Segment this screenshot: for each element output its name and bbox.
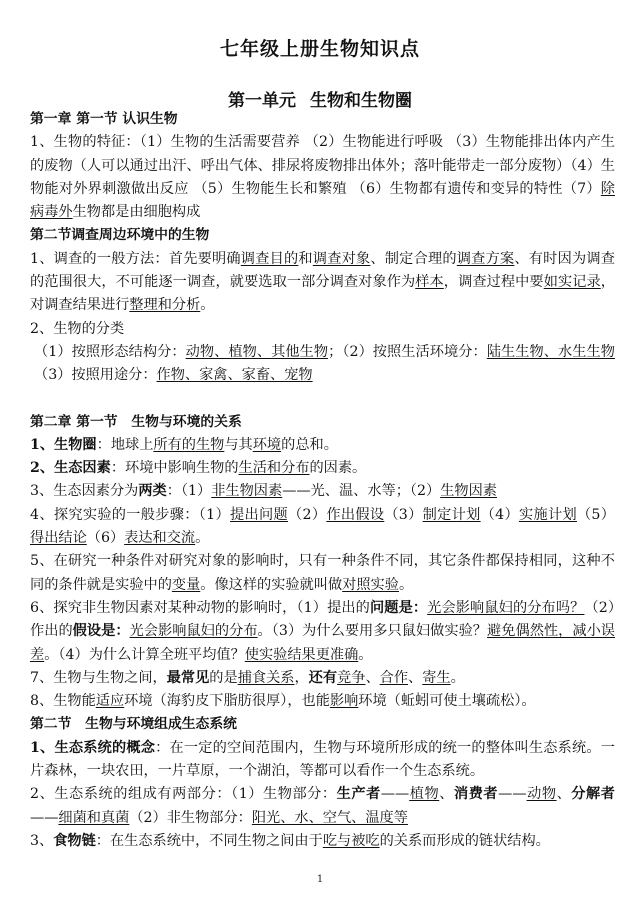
underlined-term: 适应 — [95, 693, 125, 710]
underlined-term: 光会影响鼠妇的分布 — [129, 623, 258, 640]
underlined-term: 样本 — [415, 274, 444, 291]
text: 。 — [200, 297, 215, 314]
underlined-term: 合作 — [379, 669, 409, 686]
underlined-term: 调查目的 — [240, 250, 299, 267]
text: ：在一定的空间范围内，生物与环境所形成的统一的整体叫生态系统。一片森林，一块农田，一片草原，一个湖泊，等都可以看作一个生态系统。 — [30, 739, 615, 780]
bold-term: 还有 — [308, 669, 338, 686]
underlined-term: 动物、植物、其他生物 — [185, 343, 329, 360]
underlined-term: 整理和分析 — [129, 297, 201, 314]
text: （1）按照形态结构分： — [34, 343, 186, 360]
text: 、 — [408, 669, 423, 686]
underlined-term: 对照实验 — [342, 576, 399, 593]
text: 与其 — [224, 436, 253, 453]
text: （3）按照用途分： — [34, 367, 157, 384]
text: 8、生物能 — [30, 693, 96, 710]
text: ——光、温、水等；（2） — [282, 483, 441, 500]
underlined-term: 生物因素 — [440, 483, 497, 500]
text: 1、调查的一般方法：首先要明确 — [30, 250, 241, 267]
text: 3、生态因素分为 — [30, 483, 139, 500]
text: 和 — [298, 250, 313, 267]
text: 、制定合理的 — [370, 250, 457, 267]
text: ：在生态系统中，不同生物之间由于 — [95, 832, 323, 849]
text: 、 — [365, 669, 380, 686]
underlined-term: 动物 — [526, 786, 557, 803]
underlined-term: 变量 — [171, 576, 201, 593]
paragraph-woodlouse-experiment — [30, 597, 615, 667]
paragraph-survey-method — [30, 248, 615, 318]
underlined-term: 作物、家禽、家畜、宠物 — [156, 367, 313, 384]
text: ：地球上 — [96, 436, 154, 453]
text: ：（1） — [166, 483, 212, 500]
paragraph-experiment-steps — [30, 504, 615, 551]
paragraph-life-characteristics — [30, 131, 615, 224]
text: ，对调查结果进行 — [30, 274, 615, 314]
text: 。 — [358, 646, 373, 663]
paragraph-ecological-factors — [30, 457, 615, 480]
underlined-term: 实施计划 — [518, 506, 577, 523]
bold-term: 问题是： — [369, 599, 428, 616]
bold-term: 两类 — [138, 483, 167, 500]
text: 。 — [398, 576, 414, 593]
paragraph-classification-title: 2、生物的分类 — [30, 320, 125, 337]
text: （3） — [384, 506, 423, 523]
section-heading-ch2-s1: 第二章 第一节 生物与环境的关系 — [30, 413, 242, 430]
underlined-term: 吃与被吃 — [322, 832, 380, 849]
text: 环境（海豹皮下脂肪很厚），也能 — [124, 693, 330, 710]
underlined-term: 细菌和真菌 — [58, 809, 130, 826]
underlined-term: 得出结论 — [30, 530, 87, 547]
section-heading-ch2-s2: 第二节 生物与环境组成生态系统 — [30, 716, 237, 733]
bold-term: 1、生物圈 — [30, 436, 97, 453]
text: 的总和。 — [281, 436, 338, 453]
unit-number: 第一单元 — [228, 91, 297, 111]
section-heading-ch1-s2: 第二节调查周边环境中的生物 — [30, 227, 210, 244]
underlined-term: 环境 — [252, 436, 282, 453]
text: 。（4）为什么计算全班平均值？ — [44, 646, 245, 663]
bold-term: 消费者 — [453, 786, 499, 803]
unit-name: 生物和生物圈 — [309, 91, 412, 111]
paragraph-ecosystem-concept — [30, 737, 615, 784]
underlined-term: 避免偶然性，减小误差 — [30, 623, 615, 663]
text: 。 — [195, 530, 210, 547]
text: 。像这样的实验就叫做 — [200, 576, 343, 593]
paragraph-food-chain — [30, 830, 615, 853]
underlined-term: 如实记录 — [543, 274, 601, 291]
underlined-term: 制定计划 — [422, 506, 481, 523]
text: 的因素。 — [309, 460, 367, 477]
bold-term: 生产者 — [336, 786, 381, 803]
text: 5、在研究一种条件对研究对象的影响时，只有一种条件不同，其它条件都保持相同，这种不同的条件就是实验中的 — [30, 553, 615, 593]
text: ；（2）按照生活环境分： — [328, 343, 487, 360]
text: （2）非生物部分： — [129, 809, 252, 826]
text: 。 — [450, 669, 465, 686]
underlined-term: 使实验结果更准确 — [244, 646, 359, 663]
text: 7、生物与生物之间， — [30, 669, 167, 686]
text: （2） — [288, 506, 327, 523]
text: 的关系而形成的链状结构。 — [379, 832, 550, 849]
text: 4、探究实验的一般步骤：（1） — [30, 506, 231, 523]
underlined-term: 表达和交流 — [124, 530, 196, 547]
bold-term: 假设是： — [72, 623, 130, 640]
text: ，调查过程中要 — [443, 274, 544, 291]
text: 、 — [439, 786, 454, 803]
underlined-term: 捕食关系 — [237, 669, 295, 686]
underlined-term: 非生物因素 — [211, 483, 283, 500]
text: ， — [294, 669, 309, 686]
bold-term: 分解者 — [571, 786, 615, 803]
paragraph-biosphere — [30, 434, 615, 457]
bold-term: 最常见 — [166, 669, 210, 686]
text: —— — [380, 786, 410, 803]
text: 环境（蚯蚓可使土壤疏松）。 — [358, 693, 536, 710]
page-number: 1 — [316, 874, 324, 885]
paragraph-classification — [30, 341, 615, 388]
paragraph-adaptation — [30, 690, 615, 713]
text: 1、生物的特征：（1）生物的生活需要营养 （2）生物能进行呼吸 （3）生物能排出体内产生的废物（人可以通过出汗、呼出气体、排尿将废物排出体外；落叶能带走一部分废物）（4）生物能对外界刺激做出反应 （5）生物能生长和繁殖 （6）生物都有遗传和变异的特性（7） — [30, 134, 615, 197]
text: 、 — [556, 786, 572, 803]
text: 。（3）为什么要用多只鼠妇做实验？ — [257, 623, 488, 640]
underlined-term: 竞争 — [337, 669, 366, 686]
underlined-term: 寄生 — [422, 669, 451, 686]
text: （6） — [86, 530, 125, 547]
text: —— — [498, 786, 527, 803]
spacer — [30, 388, 615, 411]
text: 2、生态系统的组成有两部分：（1）生物部分： — [30, 786, 337, 803]
underlined-term: 除病毒外 — [30, 180, 615, 221]
underlined-term: 调查方案 — [456, 250, 515, 267]
underlined-term: 陆生生物、水生生物 — [486, 343, 615, 360]
text: 6、探究非生物因素对某种动物的影响时，（1）提出的 — [30, 599, 370, 616]
underlined-term: 阳光、水、空气、温度等 — [251, 809, 408, 826]
underlined-term: 所有的生物 — [153, 436, 225, 453]
text: （4） — [480, 506, 519, 523]
text: （2）作出的 — [30, 599, 615, 640]
text: 、有时因为调查的范围很大，不可能逐一调查，就要选取一部分调查对象作为 — [30, 250, 615, 291]
underlined-term: 影响 — [329, 693, 359, 710]
paragraph-ecosystem-components — [30, 783, 615, 830]
document-body — [30, 108, 615, 853]
bold-term: 1、生态系统的概念 — [30, 739, 156, 756]
text: 的是 — [209, 669, 238, 686]
text: 3、 — [30, 832, 54, 849]
underlined-term: 作出假设 — [326, 506, 385, 523]
document-title: 七年级上册生物知识点 — [219, 38, 420, 60]
underlined-term: 提出问题 — [230, 506, 288, 523]
underlined-term: 植物 — [409, 786, 440, 803]
text: （5） — [576, 506, 615, 523]
text: —— — [30, 809, 59, 826]
section-heading-ch1-s1: 第一章 第一节 认识生物 — [30, 111, 178, 127]
bold-term: 食物链 — [53, 832, 96, 849]
text: 生物都是由细胞构成 — [72, 204, 201, 221]
bold-term: 2、生态因素 — [30, 460, 111, 477]
paragraph-factor-types — [30, 480, 615, 503]
underlined-term: 调查对象 — [312, 250, 371, 267]
text: ：环境中影响生物的 — [110, 460, 239, 477]
paragraph-relationships — [30, 667, 615, 690]
paragraph-variable — [30, 550, 615, 597]
underlined-term: 光会影响鼠妇的分布吗？ — [427, 599, 585, 616]
underlined-term: 生活和分布 — [238, 460, 310, 477]
